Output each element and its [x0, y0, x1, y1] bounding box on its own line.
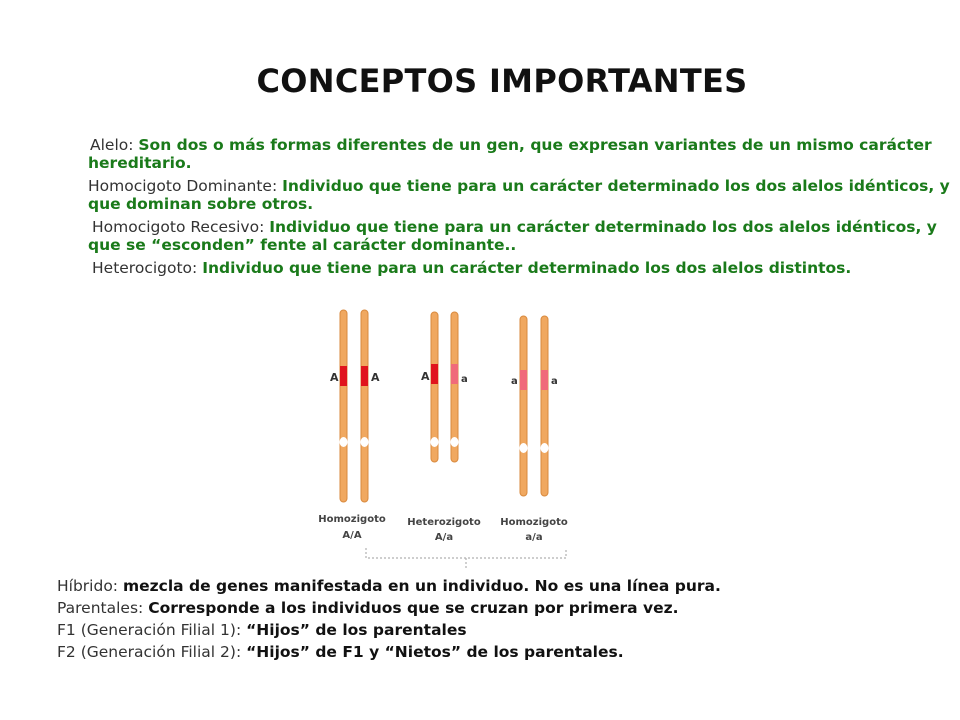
genotype-name: Heterozigoto	[407, 517, 481, 528]
definition-term: Alelo:	[90, 136, 139, 154]
term-label: Híbrido:	[57, 577, 123, 595]
definition-alelo	[88, 136, 958, 172]
chromosome	[361, 310, 368, 502]
definition-homocigoto-dominante	[88, 177, 958, 213]
genotype-symbol: A/A	[342, 530, 362, 541]
term-f2	[57, 641, 937, 663]
definition-homocigoto-recesivo	[88, 218, 958, 254]
genotype-symbol: A/a	[434, 532, 454, 543]
allele-band-recessive	[520, 370, 527, 390]
chromosome-pair-homozigoto-dominant	[318, 310, 386, 541]
chromosome-figure	[318, 300, 598, 572]
centromere	[340, 437, 348, 447]
allele-band-dominant	[340, 366, 347, 386]
definitions-list	[88, 136, 958, 282]
chromosome-pair-heterozigoto	[407, 312, 481, 543]
centromere	[361, 437, 369, 447]
chromosome-pair-homozigoto-recessive	[500, 316, 568, 543]
allele-band-recessive	[451, 364, 458, 384]
chromosome	[520, 316, 527, 496]
term-label: F1 (Generación Filial 1):	[57, 621, 247, 639]
chromosome	[541, 316, 548, 496]
definition-heterocigoto	[88, 259, 958, 277]
definition-term: Homocigoto Dominante:	[88, 177, 283, 195]
centromere	[431, 437, 439, 447]
term-parentales	[57, 597, 937, 619]
term-hibrido	[57, 575, 937, 597]
centromere	[541, 443, 549, 453]
centromere	[451, 437, 459, 447]
allele-band-dominant	[361, 366, 368, 386]
term-text: Corresponde a los individuos que se cruzan por primera vez.	[148, 599, 679, 617]
term-f1	[57, 619, 937, 641]
term-text: “Hijos” de los parentales	[246, 621, 467, 639]
definition-term: Heterocigoto:	[92, 259, 203, 277]
term-text: mezcla de genes manifestada en un individuo. No es una línea pura.	[122, 577, 721, 595]
allele-label: A	[330, 371, 339, 384]
allele-label: A	[371, 371, 380, 384]
chromosome	[340, 310, 347, 502]
definition-text: Individuo que tiene para un carácter determinado los dos alelos distintos.	[202, 259, 852, 277]
definition-term: Homocigoto Recesivo:	[92, 218, 270, 236]
page-title: CONCEPTOS IMPORTANTES	[256, 62, 748, 100]
centromere	[520, 443, 528, 453]
definition-text: Son dos o más formas diferentes de un gen, que expresan variantes de un mismo carácter hereditario.	[88, 136, 932, 172]
definition-text: Individuo que tiene para un carácter determinado los dos alelos idénticos, y que dominan sobre otros.	[88, 177, 950, 213]
allele-label: A	[421, 370, 430, 383]
term-label: Parentales:	[57, 599, 149, 617]
allele-label: a	[461, 374, 468, 385]
allele-label: a	[511, 376, 518, 387]
definition-text: Individuo que tiene para un carácter determinado los dos alelos idénticos, y que se “esconden” fente al carácter dominante..	[88, 218, 937, 254]
bottom-terms-list	[57, 575, 937, 663]
genotype-symbol: a/a	[525, 532, 543, 543]
grouping-bracket	[366, 548, 566, 558]
term-label: F2 (Generación Filial 2):	[57, 643, 247, 661]
genotype-name: Homozigoto	[500, 517, 568, 528]
genotype-name: Homozigoto	[318, 514, 386, 525]
chromosome-diagram	[318, 300, 598, 572]
term-text: “Hijos” de F1 y “Nietos” de los parentales.	[246, 643, 624, 661]
allele-band-dominant	[431, 364, 438, 384]
allele-label: a	[551, 376, 558, 387]
allele-band-recessive	[541, 370, 548, 390]
